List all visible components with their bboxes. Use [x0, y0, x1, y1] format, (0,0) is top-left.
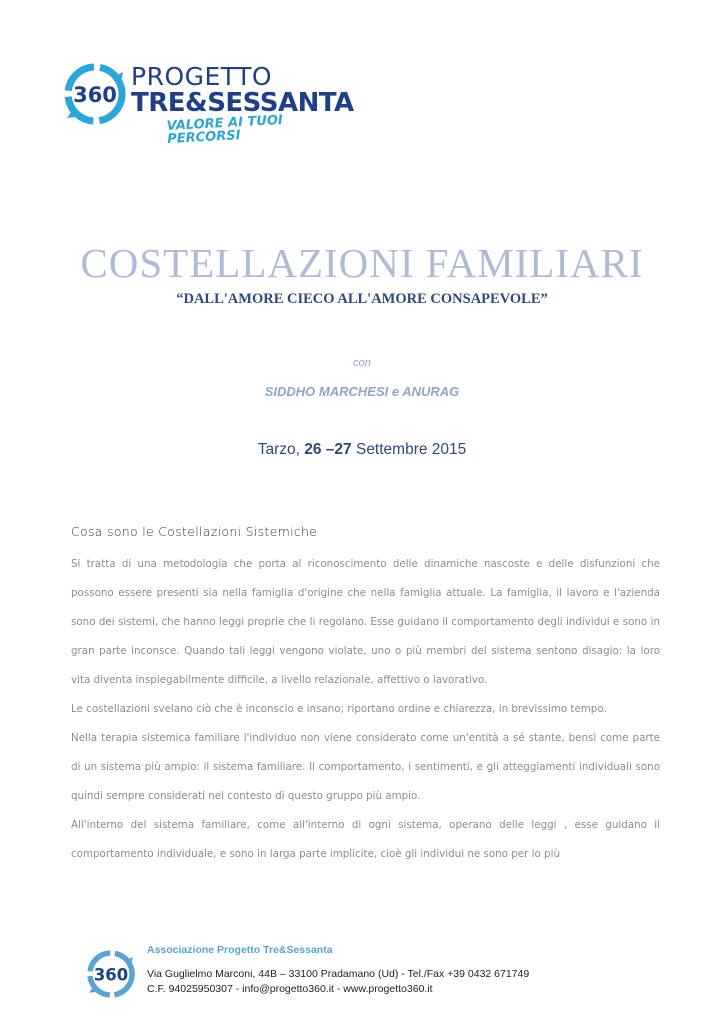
svg-text:360: 360 — [93, 965, 129, 985]
logo-line2: TRE&SESSANTA — [131, 88, 354, 118]
con-label: con — [353, 357, 371, 369]
footer-360-logo-icon — [86, 949, 136, 999]
logo-line1: PROGETTO — [131, 62, 273, 91]
footer-contacts: C.F. 94025950307 - info@progetto360.it - www.progetto360.it — [147, 983, 433, 995]
footer-address: Via Guglielmo Marconi, 44B – 33100 Pradamano (Ud) - Tel./Fax +39 0432 671749 — [147, 968, 530, 980]
paragraph: Nella terapia sistemica familiare l'individuo non viene considerato come un'entità a sé stante, bensì come parte di un sistema più ampio: il sistema familiare. Il comportamento, i sentimenti, e gli atteggiamenti individuali sono quindi sempre considerati nel contesto di questo gruppo più ampio. — [71, 732, 660, 802]
event-title: COSTELLAZIONI FAMILIARI — [80, 240, 644, 286]
paragraph: Le costellazioni svelano ciò che è inconscio e insano; riportano ordine e chiarezza, in brevissimo tempo. — [71, 703, 607, 715]
logo-360-mark-icon — [63, 62, 127, 126]
date-day-start: 26 — [304, 441, 322, 458]
date-day-end: 27 — [334, 441, 352, 458]
date-dash: – — [321, 441, 335, 458]
guest-names: SIDDHO MARCHESI e ANURAG — [264, 384, 460, 399]
body-text — [71, 550, 660, 869]
logo-tagline: VALORE AI TUOI PERCORSI — [166, 112, 284, 147]
logo-progetto-tresessanta — [63, 62, 354, 147]
event-subtitle: “DALL'AMORE CIECO ALL'AMORE CONSAPEVOLE” — [176, 291, 548, 307]
paragraph: Si tratta di una metodologia che porta al riconoscimento delle dinamiche nascoste e delle disfunzioni che possono essere presenti sia nella famiglia d'origine che nella famiglia attuale. La famiglia, il lavoro e l'azienda sono dei sistemi, che hanno leggi proprie che li regolano. Esse guidano il comportamento degli individui e sono in gran parte inconsce. Quando tali leggi vengono violate, uno o più membri del sistema sentono disagio: la loro vita diventa inspiegabilmente difficile, a livello relazionale, affettivo o lavorativo. — [71, 558, 660, 686]
event-date — [0, 441, 724, 459]
footer-org-name: Associazione Progetto Tre&Sessanta — [147, 944, 333, 956]
footer — [86, 942, 606, 1002]
paragraph: All'interno del sistema familiare, come all'interno di ogni sistema, operano delle leggi , esse guidano il comportamento individuale, e sono in larga parte implicite, cioè gli individui ne sono per lo più — [71, 819, 660, 860]
svg-text:360: 360 — [73, 83, 117, 107]
date-place: Tarzo, — [257, 441, 305, 458]
date-month-year: Settembre 2015 — [351, 441, 467, 458]
section-heading: Cosa sono le Costellazioni Sistemiche — [71, 524, 318, 539]
